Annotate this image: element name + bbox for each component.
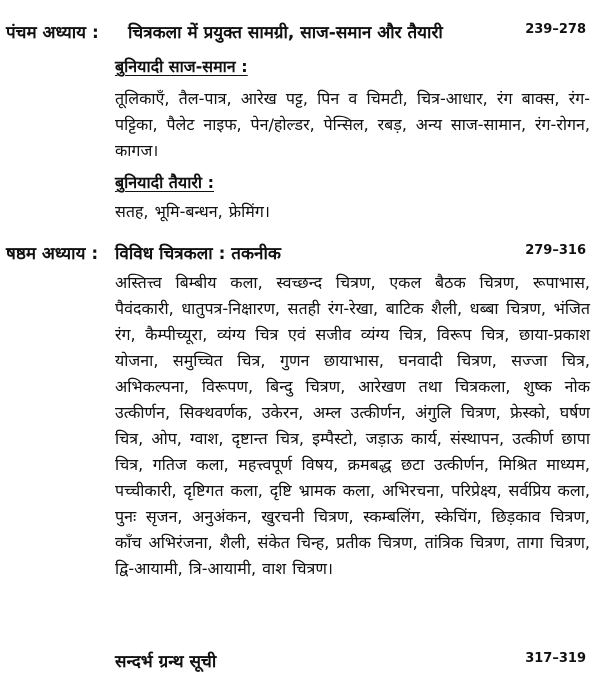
references-page-range: 317–319 — [525, 651, 586, 666]
chapter-6-title: विविध चित्रकला : तकनीक — [115, 244, 281, 264]
basic-preparation-heading: बुनियादी तैयारी : — [115, 173, 214, 192]
chapter-5-title: चित्रकला में प्रयुक्त सामग्री, साज-समान और तैयारी — [128, 23, 443, 43]
references-title: सन्दर्भ ग्रन्थ सूची — [115, 652, 217, 672]
basic-preparation-text: सतह, भूमि-बन्धन, फ्रेमिंग। — [115, 202, 270, 221]
chapter-6-page-range: 279–316 — [525, 243, 586, 258]
chapter-6-label: षष्ठम अध्याय : — [6, 244, 99, 264]
basic-equipment-heading: बुनियादी साज-समान : — [115, 57, 248, 76]
references-row — [0, 649, 600, 677]
chapter-5-heading — [0, 20, 600, 48]
chapter-6-topics-text: अस्तित्त्व बिम्बीय कला, स्वच्छन्द चित्रण, एकल बैठक चित्रण, रूपाभास, पैवंदकारी, धातुपत्र-निक्षारण, सतही रंग-रेखा, बाटिक शैली, धब्बा चित्रण, भंजित रंग, कैम्पीच्यूरा, व्यंग्य चित्र एवं सजीव व्यंग्य चित्र, विरूप चित्र, छाया-प्रकाश योजना, समुच्चित चित्र, गुणन छायाभास, घनवादी चित्रण, सज्जा चित्र, अभिकल्पना, विरूपण, बिन्दु चित्रण, आरेखण तथा चित्रकला, शुष्क नोक उत्कीर्णन, सिक्थवर्णक, उकेरन, अम्ल उत्कीर्णन, अंगुलि चित्रण, फ्रेस्को, घर्षण चित्र, ओप, ग्वाश, दृष्टान्त चित्र, इम्पैस्टो, जड़ाऊ कार्य, संस्थापन, उत्कीर्ण छापा चित्र, गतिज कला, महत्त्वपूर्ण विषय, क्रमबद्ध छटा उत्कीर्णन, मिश्रित माध्यम, पच्चीकारी, दृष्टिगत कला, दृष्टि भ्रामक कला, अभिरचना, परिप्रेक्ष्य, सर्वप्रिय कला, पुनः सृजन, अनुअंकन, खुरचनी चित्रण, स्कम्बलिंग, स्केचिंग, छिड़काव चित्रण, काँच अभिरंजना, शैली, संकेत चिन्ह, प्रतीक चित्रण, तांत्रिक चित्रण, तागा चित्रण, द्वि-आयामी, त्रि-आयामी, वाश चित्रण। — [115, 273, 590, 578]
chapter-5-label: पंचम अध्याय : — [6, 23, 99, 43]
chapter-5-page-range: 239–278 — [525, 22, 586, 37]
basic-equipment-text: तूलिकाएँ, तैल-पात्र, आरेख पट्ट, पिन व चिमटी, चित्र-आधार, रंग बाक्स, रंग-पट्टिका, पैलेट नाइफ, पेन/होल्डर, पेन्सिल, रबड़, अन्य साज-सामान, रंग-रोगन, कागज। — [115, 89, 590, 160]
chapter-6-heading — [0, 241, 600, 269]
